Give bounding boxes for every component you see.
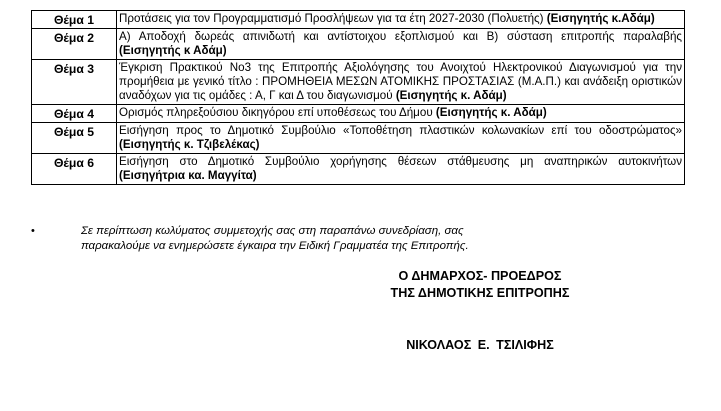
agenda-item-description	[117, 60, 685, 105]
signature-title	[320, 268, 640, 302]
agenda-row	[32, 11, 685, 29]
bullet-icon: •	[31, 225, 35, 237]
agenda-item-rapporteur: (Εισηγητής κ. Αδάμ)	[395, 89, 507, 102]
agenda-table	[31, 10, 685, 185]
agenda-item-description	[117, 154, 685, 185]
agenda-item-description	[117, 123, 685, 154]
agenda-item-rapporteur: (Εισηγήτρια κα. Μαγγίτα)	[119, 169, 257, 182]
agenda-item-text: Α) Αποδοχή δωρεάς απινιδωτή και αντίστοιχου εξοπλισμού και Β) σύσταση επιτροπής παραλαβής	[119, 30, 682, 43]
note-text	[81, 224, 681, 254]
agenda-item-number: Θέμα 2	[32, 29, 117, 60]
agenda-item-text: Εισήγηση προς το Δημοτικό Συμβούλιο «Τοποθέτηση πλαστικών κολωνακίων επί του οδοστρώματος»	[119, 124, 682, 137]
signature-title-line-2: ΤΗΣ ΔΗΜΟΤΙΚΗΣ ΕΠΙΤΡΟΠΗΣ	[390, 286, 570, 300]
agenda-item-rapporteur: (Εισηγητής κ. Αδάμ)	[435, 106, 547, 119]
signatory-name: ΝΙΚΟΛΑΟΣ Ε. ΤΣΙΛΙΦΗΣ	[406, 338, 554, 352]
agenda-item-text: Προτάσεις για τον Προγραμματισμό Προσλήψεων για τα έτη 2027-2030 (Πολυετής)	[119, 12, 547, 25]
agenda-row	[32, 105, 685, 123]
agenda-row	[32, 29, 685, 60]
agenda-row	[32, 154, 685, 185]
agenda-item-description	[117, 11, 685, 29]
note-line-2: παρακαλούμε να ενημερώσετε έγκαιρα την Ειδική Γραμματέα της Επιτροπής.	[81, 240, 469, 252]
agenda-table-body	[32, 11, 685, 185]
signature-title-line-1: Ο ΔΗΜΑΡΧΟΣ- ΠΡΟΕΔΡΟΣ	[398, 269, 562, 283]
agenda-item-description	[117, 105, 685, 123]
agenda-row	[32, 123, 685, 154]
agenda-item-text: Έγκριση Πρακτικού Νο3 της Επιτροπής Αξιολόγησης του Ανοιχτού Ηλεκτρονικού Διαγωνισμού για την προμήθεια με γενικό τίτλο : ΠΡΟΜΗΘΕΙΑ ΜΕΣΩΝ ΑΤΟΜΙΚΗΣ ΠΡΟΣΤΑΣΙΑΣ (Μ.Α.Π.) και ανάδειξη οριστικών αναδόχων για τις ομάδες : Α, Γ και Δ του διαγωνισμού	[119, 61, 682, 102]
agenda-row	[32, 60, 685, 105]
agenda-item-number: Θέμα 1	[32, 11, 117, 29]
agenda-item-rapporteur: (Εισηγητής κ Αδάμ)	[119, 44, 227, 57]
agenda-item-rapporteur: (Εισηγητής κ.Αδάμ)	[546, 12, 655, 25]
agenda-item-text: Εισήγηση στο Δημοτικό Συμβούλιο χορήγησης θέσεων στάθμευσης μη αναπηρικών αυτοκινήτων	[119, 155, 682, 168]
agenda-item-description	[117, 29, 685, 60]
agenda-item-number: Θέμα 4	[32, 105, 117, 123]
agenda-item-rapporteur: (Εισηγητής κ. Τζιβελέκας)	[119, 138, 260, 151]
agenda-item-number: Θέμα 5	[32, 123, 117, 154]
note-line-1: Σε περίπτωση κωλύματος συμμετοχής σας στη παραπάνω συνεδρίαση, σας	[81, 225, 464, 237]
agenda-item-number: Θέμα 3	[32, 60, 117, 105]
agenda-item-number: Θέμα 6	[32, 154, 117, 185]
agenda-item-text: Ορισμός πληρεξούσιου δικηγόρου επί υποθέσεως του Δήμου	[119, 106, 436, 119]
